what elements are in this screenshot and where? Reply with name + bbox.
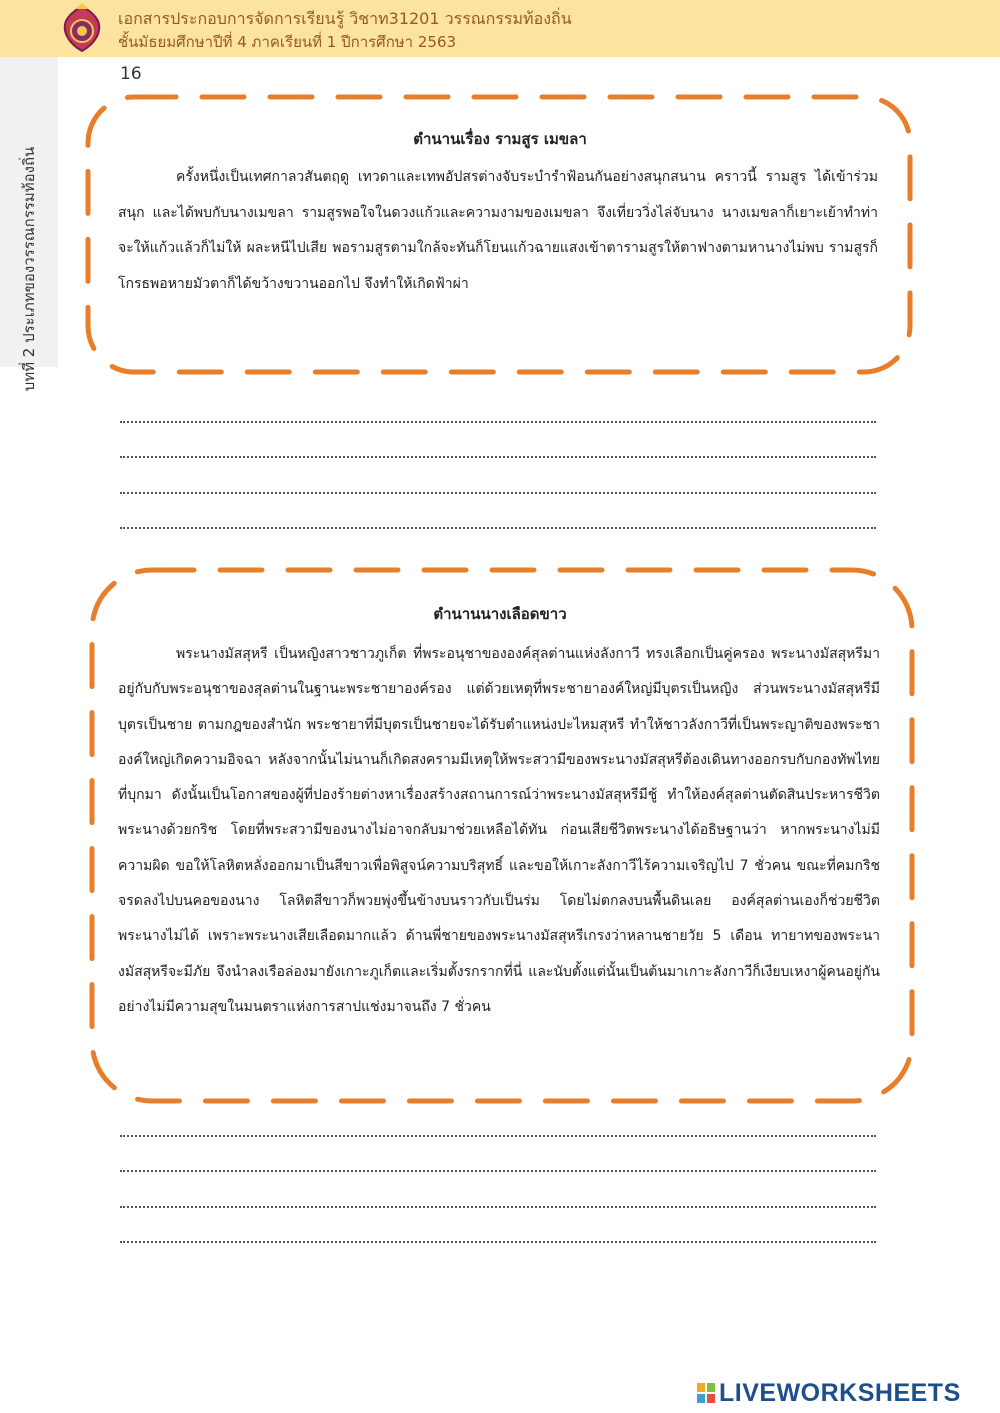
answer-line[interactable]	[120, 456, 876, 458]
answer-line[interactable]	[120, 492, 876, 494]
chapter-label: บทที่ 2 ประเภทของวรรณกรรมท้องถิ่น	[20, 146, 38, 392]
story1-title: ตำนานเรื่อง รามสูร เมขลา	[413, 130, 587, 148]
chapter-side-tab	[0, 57, 58, 392]
story1-paragraph: ครั้งหนึ่งเป็นเทศกาลวสันตฤดู เทวดาและเทพอัปสรต่างจับระบำรำฟ้อนกันอย่างสนุกสนาน คราวนี้ รามสูร ได้เข้าร่วมสนุก และได้พบกับนางเมขลา รามสูรพอใจในดวงแก้วและความงามของเมขลา จึงเที่ยววิ่งไล่จับนาง นางเมขลาก็เยาะเย้าทำท่าจะให้แก้วแล้วก็ไม่ให้ ผละหนีไปเสีย พอรามสูรตามใกล้จะทันก็โยนแก้วฉายแสงเข้าตารามสูรให้ตาฟางตามหานางไม่พบ รามสูรก็โกรธพอหายมัวตาก็ได้ขว้างขวานออกไป จึงทำให้เกิดฟ้าผ่า	[118, 169, 878, 292]
header-subtitle: ชั้นมัธยมศึกษาปีที่ 4 ภาคเรียนที่ 1 ปีการศึกษา 2563	[118, 33, 457, 51]
answer-line[interactable]	[120, 527, 876, 529]
liveworksheets-wordmark: LIVEWORKSHEETS	[719, 1379, 961, 1407]
answer-line[interactable]	[120, 1135, 876, 1137]
answer-line[interactable]	[120, 1170, 876, 1172]
answer-line[interactable]	[120, 1206, 876, 1208]
story2-body	[118, 637, 880, 1025]
header-title: เอกสารประกอบการจัดการเรียนรู้ วิชาท31201 วรรณกรรมท้องถิ่น	[118, 9, 572, 28]
story1-body	[118, 160, 878, 302]
answer-line[interactable]	[120, 421, 876, 423]
story2-title: ตำนานนางเลือดขาว	[433, 605, 567, 623]
school-emblem-icon	[60, 3, 104, 53]
page-number: 16	[120, 64, 142, 84]
answer-line[interactable]	[120, 1241, 876, 1243]
story2-paragraph: พระนางมัสสุหรี เป็นหญิงสาวชาวภูเก็ต ที่พระอนุชาขององค์สุลต่านแห่งลังกาวี ทรงเลือกเป็นคู่ครอง พระนางมัสสุหรีมาอยู่กับกับพระอนุชาของสุลต่านในฐานะพระชายาองค์รอง แต่ด้วยเหตุที่พระชายาองค์ใหญ่มีบุตรเป็นหญิง ส่วนพระนางมัสสุหรีมีบุตรเป็นชาย ตามกฎของสำนัก พระชายาที่มีบุตรเป็นชายจะได้รับตำแหน่งปะไหมสุหรี ทำให้ชาวลังกาวีที่เป็นพระญาติของพระชาองค์ใหญ่เกิดความอิจฉา หลังจากนั้นไม่นานก็เกิดสงครามมีเหตุให้พระสวามีของพระนางมัสสุหรีต้องเดินทางออกรบกับกองทัพไทยที่บุกมา ดังนั้นเป็นโอกาสของผู้ที่ปองร้ายต่างหาเรื่องสร้างสถานการณ์ว่าพระนางมัสสุหรีมีชู้ ทำให้องค์สุลต่านตัดสินประหารชีวิตพระนางด้วยกริช โดยที่พระสวามีของนางไม่อาจกลับมาช่วยเหลือได้ทัน ก่อนเสียชีวิตพระนางได้อธิษฐานว่า หากพระนางไม่มีความผิด ขอให้โลหิตหลั่งออกมาเป็นสีขาวเพื่อพิสูจน์ความบริสุทธิ์ และขอให้เกาะลังกาวีไร้ความเจริญไป 7 ชั่วคน ขณะที่คมกริชจรดลงไปบนคอของนาง โลหิตสีขาวก็พวยพุ่งขึ้นข้างบนราวกับเป็นร่ม โดยไม่ตกลงบนพื้นดินเลย องค์สุลต่านเองก็ช่วยชีวิตพระนางไม่ได้ เพราะพระนางเสียเลือดมากแล้ว ด้านพี่ชายของพระนางมัสสุหรีเกรงว่าหลานชายวัย 5 เดือน ทายาทของพระนางมัสสุหรีจะมีภัย จึงนำลงเรือล่องมายังเกาะภูเก็ตและเริ่มตั้งรกรากที่นี่ และนับตั้งแต่นั้นเป็นต้นมาเกาะลังกาวีก็เงียบเหงาผู้คนอยู่กันอย่างไม่มีความสุขในมนตราแห่งการสาปแช่งมาจนถึง 7 ชั่วคน	[118, 646, 880, 1015]
document-header	[0, 0, 1000, 57]
liveworksheets-mark-icon	[697, 1383, 715, 1403]
